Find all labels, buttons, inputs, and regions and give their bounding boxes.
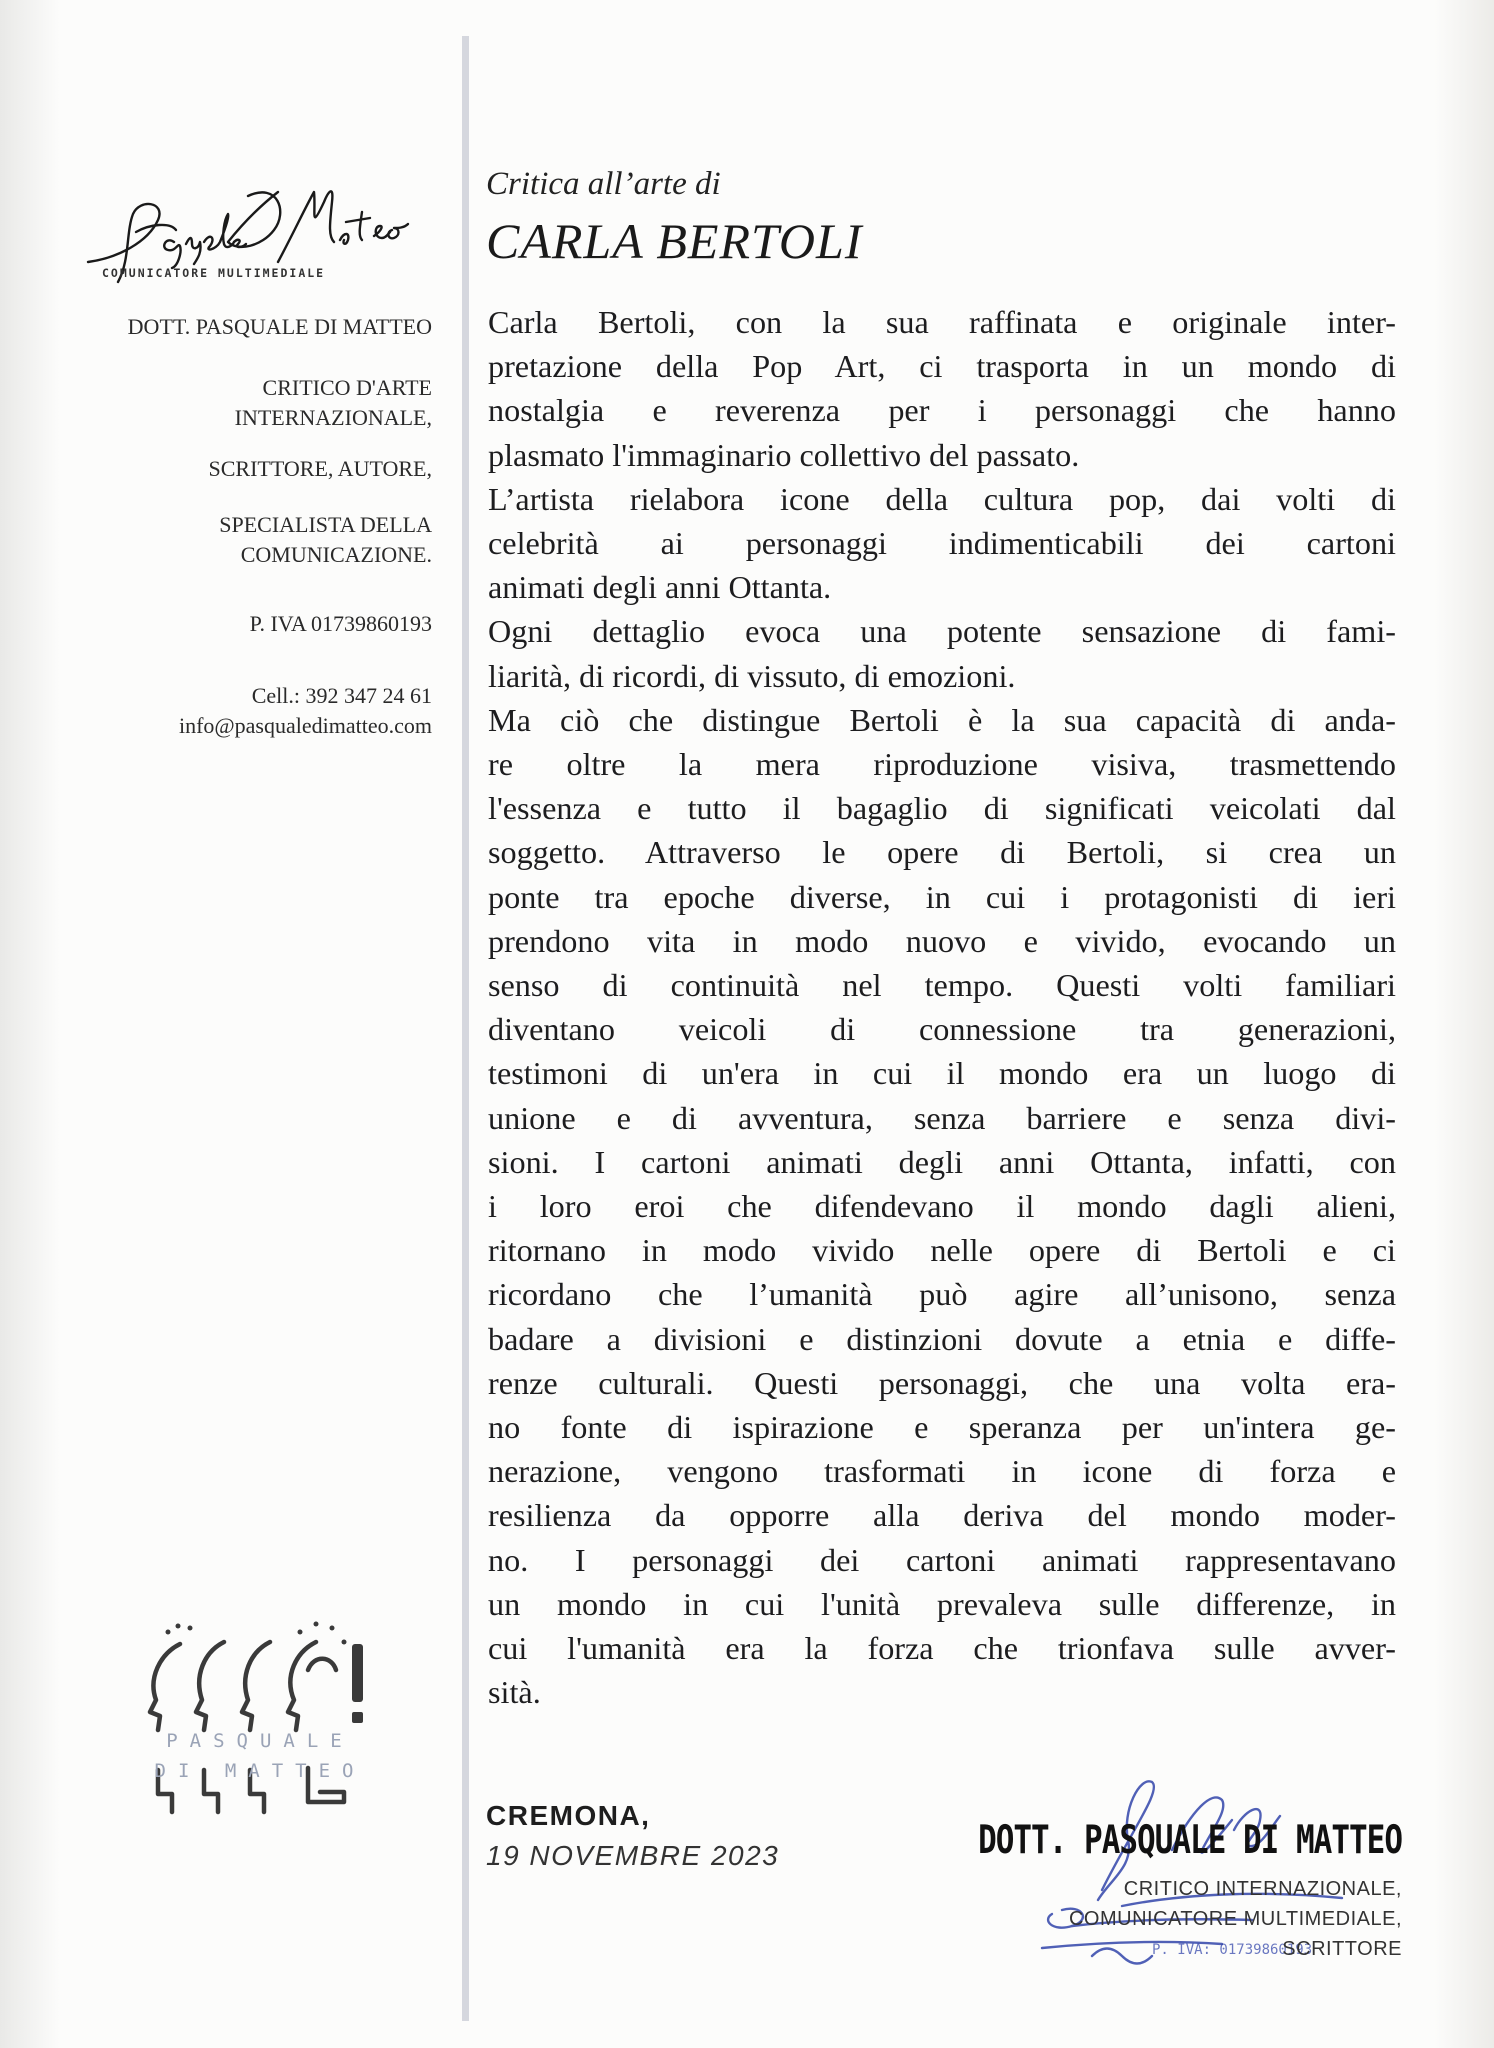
body-line: nerazione, vengono trasformati in icone di forza e [488, 1453, 1396, 1490]
role-line: COMUNICAZIONE. [240, 542, 432, 567]
stamp-vat: P. IVA: 01739860193 [1152, 1942, 1313, 1958]
letter-body [488, 300, 1396, 1715]
signer-role-2: COMUNICATORE MULTIMEDIALE, [1068, 1908, 1402, 1930]
body-line: Ma ciò che distingue Bertoli è la sua capacità di anda- [488, 701, 1396, 738]
phone-text: Cell.: 392 347 24 61 [251, 683, 432, 708]
body-line: renze culturali. Questi personaggi, che una volta era- [488, 1364, 1396, 1401]
author-role-specialist [32, 510, 432, 570]
column-divider [462, 36, 469, 2021]
body-line: animati degli anni Ottanta. [488, 569, 832, 606]
body-line: soggetto. Attraverso le opere di Bertoli, si crea un [488, 834, 1396, 871]
body-line: ponte tra epoche diverse, in cui i protagonisti di ieri [488, 878, 1396, 915]
author-name [32, 312, 432, 342]
role-line: SPECIALISTA DELLA [219, 512, 432, 537]
body-line: i loro eroi che difendevano il mondo dagli alieni, [488, 1188, 1396, 1225]
body-line: nostalgia e reverenza per i personaggi che hanno [488, 392, 1396, 429]
role-line: CRITICO D'ARTE [262, 375, 432, 400]
body-line: liarità, di ricordi, di vissuto, di emozioni. [488, 657, 1016, 694]
body-line: Carla Bertoli, con la sua raffinata e originale inter- [488, 304, 1396, 340]
page-shadow-left [0, 0, 60, 2048]
body-line: senso di continuità nel tempo. Questi volti familiari [488, 967, 1396, 1004]
city: CREMONA, [486, 1800, 651, 1831]
body-line: pretazione della Pop Art, ci trasporta in un mondo di [488, 348, 1396, 385]
author-name-text: DOTT. PASQUALE DI MATTEO [127, 314, 432, 339]
body-line: no. I personaggi dei cartoni animati rappresentavano [488, 1541, 1396, 1578]
signer-role-1: CRITICO INTERNAZIONALE, [1123, 1878, 1402, 1900]
letter-pre-title: Critica all’arte di [486, 166, 721, 202]
page-shadow-right [1434, 0, 1494, 2048]
handwritten-signature-logo [78, 172, 448, 302]
body-line: cui l'umanità era la forza che trionfava sulle avver- [488, 1630, 1396, 1667]
body-line: no fonte di ispirazione e speranza per un'intera ge- [488, 1409, 1396, 1446]
author-role-writer [32, 454, 432, 484]
role-line: SCRITTORE, AUTORE, [208, 456, 432, 481]
logo-word-di-matteo: DI MATTEO [154, 1760, 366, 1782]
vat-number [32, 609, 432, 639]
signature-logo-icon [78, 172, 448, 302]
author-role-critic [32, 373, 432, 433]
signature-tagline: COMUNICATORE MULTIMEDIALE [102, 266, 326, 280]
body-line: re oltre la mera riproduzione visiva, trasmettendo [488, 746, 1396, 783]
body-line: sioni. I cartoni animati degli anni Ottanta, infatti, con [488, 1143, 1396, 1180]
body-line: badare a divisioni e distinzioni dovute a etnia e diffe- [488, 1320, 1396, 1357]
body-line: ricordano che l’umanità può agire all’unisono, senza [488, 1276, 1396, 1313]
body-line: L’artista rielabora icone della cultura pop, dai volti di [488, 480, 1396, 517]
role-line: INTERNAZIONALE, [234, 405, 432, 430]
body-line: plasmato l'immaginario collettivo del passato. [488, 436, 1080, 473]
body-line: un mondo in cui l'unità prevaleva sulle differenze, in [488, 1585, 1396, 1622]
body-line: Ogni dettaglio evoca una potente sensazione di fami- [488, 613, 1396, 650]
date: 19 NOVEMBRE 2023 [486, 1840, 780, 1871]
contact-block [32, 681, 432, 741]
body-line: resilienza da opporre alla deriva del mondo moder- [488, 1497, 1396, 1534]
body-line: diventano veicoli di connessione tra generazioni, [488, 1011, 1396, 1048]
body-line: sità. [488, 1674, 541, 1711]
body-line: l'essenza e tutto il bagaglio di significati veicolati dal [488, 790, 1396, 827]
signer-name: DOTT. PASQUALE DI MATTEO [978, 1818, 1402, 1863]
body-line: celebrità ai personaggi indimenticabili dei cartoni [488, 525, 1396, 562]
email-text: info@pasqualedimatteo.com [178, 713, 432, 738]
signer-role-3: SCRITTORE [1282, 1938, 1402, 1960]
body-line: prendono vita in modo nuovo e vivido, evocando un [488, 922, 1396, 959]
vat-text: P. IVA 01739860193 [249, 611, 432, 636]
logo-word-pasquale: PASQUALE [166, 1730, 354, 1752]
letter-title: CARLA BERTOLI [486, 213, 863, 269]
body-line: ritornano in modo vivido nelle opere di Bertoli e ci [488, 1232, 1396, 1269]
body-line: testimoni di un'era in cui il mondo era un luogo di [488, 1055, 1396, 1092]
body-line: unione e di avventura, senza barriere e senza divi- [488, 1099, 1396, 1136]
